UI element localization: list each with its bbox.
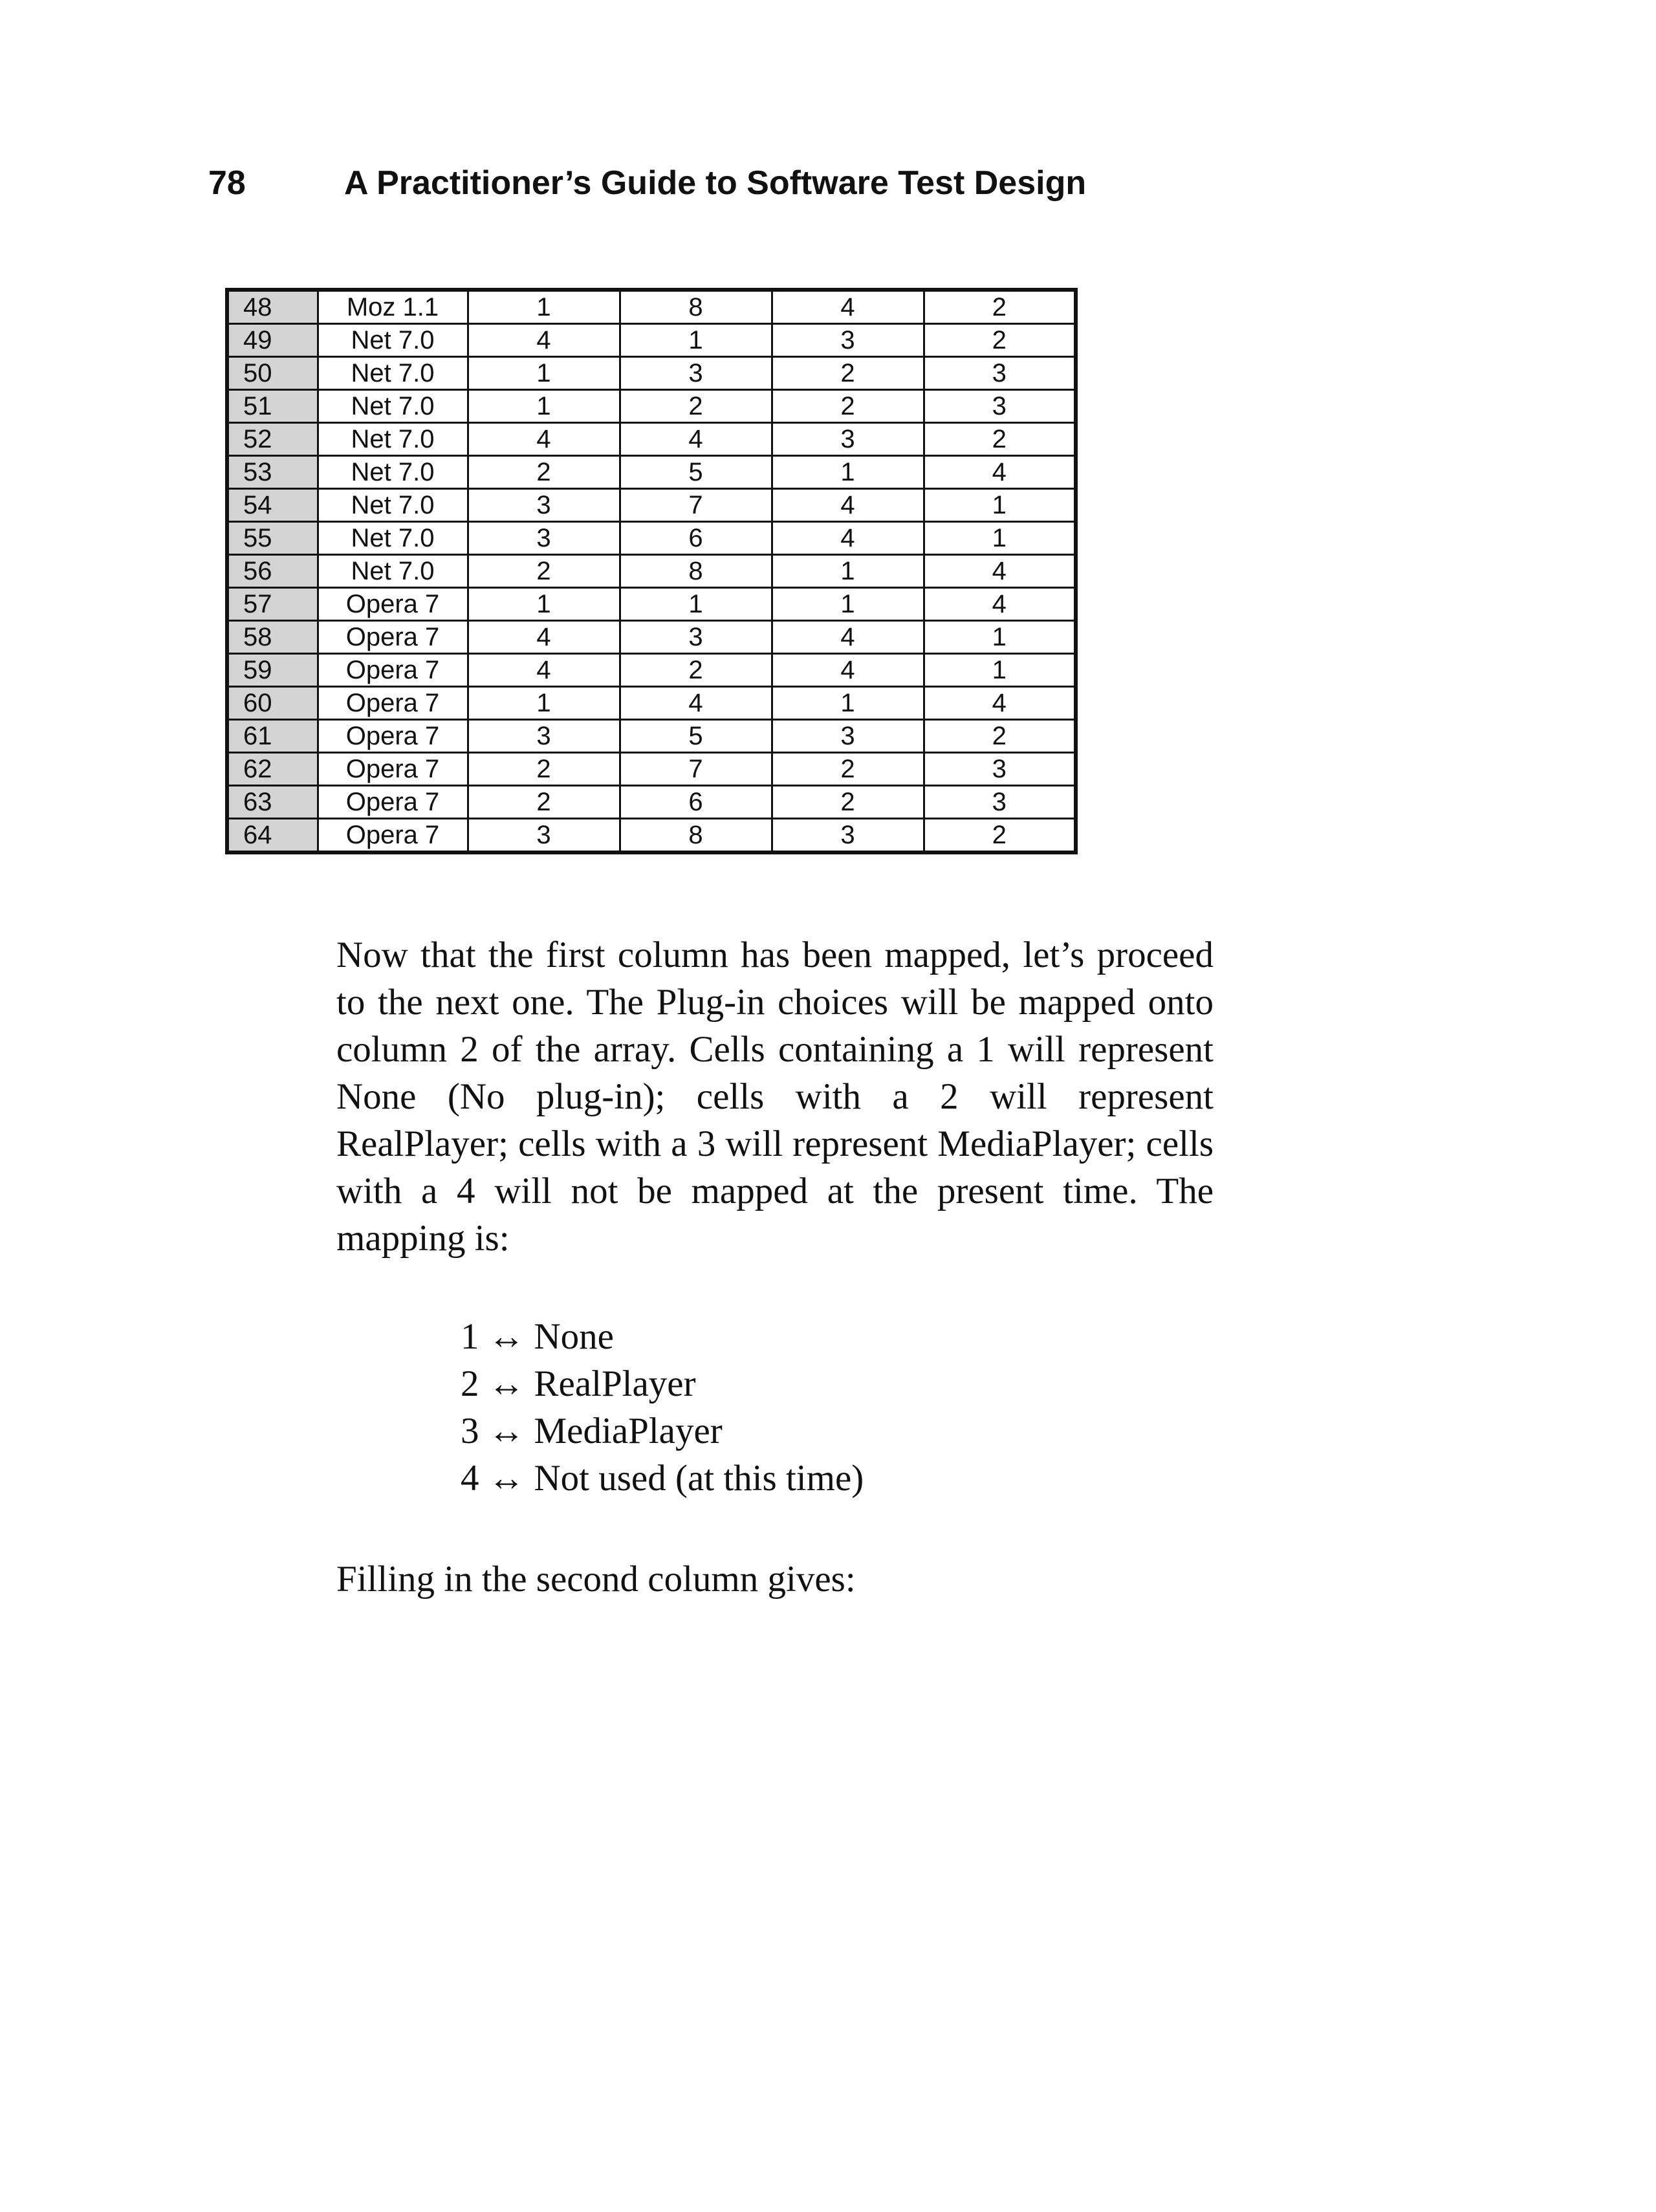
value-cell: 4 bbox=[924, 555, 1076, 588]
table-row bbox=[227, 621, 1076, 654]
value-cell: 4 bbox=[468, 621, 620, 654]
browser-cell: Net 7.0 bbox=[318, 456, 468, 489]
table-row bbox=[227, 555, 1076, 588]
value-cell: 1 bbox=[772, 555, 924, 588]
run-number-cell: 58 bbox=[227, 621, 318, 654]
value-cell: 2 bbox=[772, 753, 924, 786]
value-cell: 1 bbox=[468, 290, 620, 324]
closing-sentence: Filling in the second column gives: bbox=[336, 1559, 856, 1599]
value-cell: 4 bbox=[620, 423, 772, 456]
run-number-cell: 48 bbox=[227, 290, 318, 324]
value-cell: 5 bbox=[620, 720, 772, 753]
running-head bbox=[208, 157, 1373, 209]
value-cell: 7 bbox=[620, 489, 772, 522]
page-number: 78 bbox=[208, 164, 246, 202]
value-cell: 2 bbox=[924, 720, 1076, 753]
run-number-cell: 63 bbox=[227, 786, 318, 819]
run-number-cell: 60 bbox=[227, 687, 318, 720]
value-cell: 2 bbox=[468, 786, 620, 819]
table-row bbox=[227, 819, 1076, 853]
table-row bbox=[227, 720, 1076, 753]
value-cell: 2 bbox=[772, 357, 924, 390]
run-number-cell: 53 bbox=[227, 456, 318, 489]
value-cell: 8 bbox=[620, 819, 772, 853]
browser-cell: Net 7.0 bbox=[318, 390, 468, 423]
mapping-item bbox=[461, 1360, 864, 1407]
value-cell: 4 bbox=[924, 456, 1076, 489]
value-cell: 3 bbox=[924, 357, 1076, 390]
run-number-cell: 54 bbox=[227, 489, 318, 522]
value-cell: 1 bbox=[924, 654, 1076, 687]
value-cell: 1 bbox=[772, 687, 924, 720]
body-paragraph: Now that the first column has been mapped, let’s proceed to the next one. The Plug-in choices will be mapped onto column 2 of the array. Cells containing a 1 will represent None (No plug-in); cells with a 2 will represent RealPlayer; cells with a 3 will represent MediaPlayer; cells with a 4 will not be mapped at the present time. The mapping is: bbox=[336, 935, 1214, 1259]
value-cell: 1 bbox=[620, 588, 772, 621]
mapping-item bbox=[461, 1455, 864, 1502]
run-number-cell: 52 bbox=[227, 423, 318, 456]
value-cell: 3 bbox=[468, 489, 620, 522]
run-number-cell: 51 bbox=[227, 390, 318, 423]
value-cell: 2 bbox=[772, 390, 924, 423]
browser-cell: Net 7.0 bbox=[318, 522, 468, 555]
value-cell: 4 bbox=[772, 489, 924, 522]
browser-cell: Opera 7 bbox=[318, 621, 468, 654]
value-cell: 3 bbox=[924, 753, 1076, 786]
run-number-cell: 55 bbox=[227, 522, 318, 555]
value-cell: 3 bbox=[772, 324, 924, 357]
value-cell: 4 bbox=[620, 687, 772, 720]
value-cell: 4 bbox=[772, 654, 924, 687]
browser-cell: Opera 7 bbox=[318, 654, 468, 687]
run-number-cell: 59 bbox=[227, 654, 318, 687]
browser-cell: Opera 7 bbox=[318, 720, 468, 753]
value-cell: 1 bbox=[924, 522, 1076, 555]
double-arrow-icon: ↔ bbox=[488, 1316, 525, 1357]
double-arrow-icon: ↔ bbox=[488, 1458, 525, 1499]
mapping-value: 4 bbox=[461, 1458, 479, 1499]
value-cell: 1 bbox=[924, 621, 1076, 654]
mapping-label: MediaPlayer bbox=[534, 1411, 723, 1451]
value-cell: 2 bbox=[772, 786, 924, 819]
browser-cell: Net 7.0 bbox=[318, 555, 468, 588]
run-number-cell: 62 bbox=[227, 753, 318, 786]
run-number-cell: 64 bbox=[227, 819, 318, 853]
mapping-item bbox=[461, 1313, 864, 1360]
table-row bbox=[227, 489, 1076, 522]
table-row bbox=[227, 654, 1076, 687]
double-arrow-icon: ↔ bbox=[488, 1411, 525, 1451]
mapping-label: Not used (at this time) bbox=[534, 1458, 864, 1499]
value-cell: 3 bbox=[772, 423, 924, 456]
browser-cell: Opera 7 bbox=[318, 753, 468, 786]
run-number-cell: 56 bbox=[227, 555, 318, 588]
value-cell: 2 bbox=[620, 390, 772, 423]
table-row bbox=[227, 324, 1076, 357]
value-cell: 8 bbox=[620, 555, 772, 588]
browser-cell: Opera 7 bbox=[318, 687, 468, 720]
table-row bbox=[227, 753, 1076, 786]
book-title: A Practitioner’s Guide to Software Test Design bbox=[344, 164, 1087, 202]
run-number-cell: 57 bbox=[227, 588, 318, 621]
mapping-value: 2 bbox=[461, 1363, 479, 1404]
browser-cell: Net 7.0 bbox=[318, 489, 468, 522]
browser-cell: Net 7.0 bbox=[318, 357, 468, 390]
value-cell: 5 bbox=[620, 456, 772, 489]
value-cell: 7 bbox=[620, 753, 772, 786]
value-cell: 1 bbox=[772, 456, 924, 489]
table-row bbox=[227, 423, 1076, 456]
value-cell: 2 bbox=[924, 423, 1076, 456]
value-cell: 3 bbox=[620, 621, 772, 654]
value-cell: 4 bbox=[924, 588, 1076, 621]
value-cell: 3 bbox=[468, 720, 620, 753]
browser-cell: Opera 7 bbox=[318, 819, 468, 853]
table-row bbox=[227, 588, 1076, 621]
value-cell: 4 bbox=[924, 687, 1076, 720]
table-row bbox=[227, 786, 1076, 819]
run-number-cell: 50 bbox=[227, 357, 318, 390]
table-body bbox=[227, 290, 1076, 852]
table-row bbox=[227, 290, 1076, 324]
value-cell: 6 bbox=[620, 786, 772, 819]
value-cell: 4 bbox=[772, 522, 924, 555]
value-cell: 3 bbox=[924, 390, 1076, 423]
value-cell: 8 bbox=[620, 290, 772, 324]
value-cell: 2 bbox=[924, 324, 1076, 357]
value-cell: 3 bbox=[468, 522, 620, 555]
value-cell: 4 bbox=[468, 324, 620, 357]
table-row bbox=[227, 390, 1076, 423]
value-cell: 2 bbox=[620, 654, 772, 687]
value-cell: 1 bbox=[924, 489, 1076, 522]
value-cell: 3 bbox=[620, 357, 772, 390]
mapping-value: 3 bbox=[461, 1411, 479, 1451]
run-number-cell: 49 bbox=[227, 324, 318, 357]
value-cell: 3 bbox=[772, 819, 924, 853]
double-arrow-icon: ↔ bbox=[488, 1363, 525, 1404]
mapping-list bbox=[461, 1313, 864, 1502]
value-cell: 2 bbox=[468, 456, 620, 489]
value-cell: 1 bbox=[468, 687, 620, 720]
value-cell: 6 bbox=[620, 522, 772, 555]
value-cell: 2 bbox=[924, 290, 1076, 324]
browser-cell: Net 7.0 bbox=[318, 423, 468, 456]
value-cell: 1 bbox=[772, 588, 924, 621]
orthogonal-array-table bbox=[225, 288, 1078, 854]
table-row bbox=[227, 687, 1076, 720]
value-cell: 3 bbox=[924, 786, 1076, 819]
table-row bbox=[227, 522, 1076, 555]
mapping-label: RealPlayer bbox=[534, 1363, 696, 1404]
mapping-value: 1 bbox=[461, 1316, 479, 1357]
value-cell: 4 bbox=[772, 290, 924, 324]
value-cell: 2 bbox=[468, 555, 620, 588]
browser-cell: Opera 7 bbox=[318, 786, 468, 819]
table-row bbox=[227, 357, 1076, 390]
value-cell: 4 bbox=[468, 654, 620, 687]
value-cell: 3 bbox=[468, 819, 620, 853]
table-row bbox=[227, 456, 1076, 489]
value-cell: 1 bbox=[468, 357, 620, 390]
run-number-cell: 61 bbox=[227, 720, 318, 753]
value-cell: 1 bbox=[468, 588, 620, 621]
value-cell: 2 bbox=[924, 819, 1076, 853]
browser-cell: Moz 1.1 bbox=[318, 290, 468, 324]
value-cell: 1 bbox=[468, 390, 620, 423]
mapping-item bbox=[461, 1407, 864, 1455]
browser-cell: Opera 7 bbox=[318, 588, 468, 621]
browser-cell: Net 7.0 bbox=[318, 324, 468, 357]
value-cell: 4 bbox=[468, 423, 620, 456]
mapping-label: None bbox=[534, 1316, 614, 1357]
value-cell: 2 bbox=[468, 753, 620, 786]
value-cell: 3 bbox=[772, 720, 924, 753]
value-cell: 4 bbox=[772, 621, 924, 654]
value-cell: 1 bbox=[620, 324, 772, 357]
